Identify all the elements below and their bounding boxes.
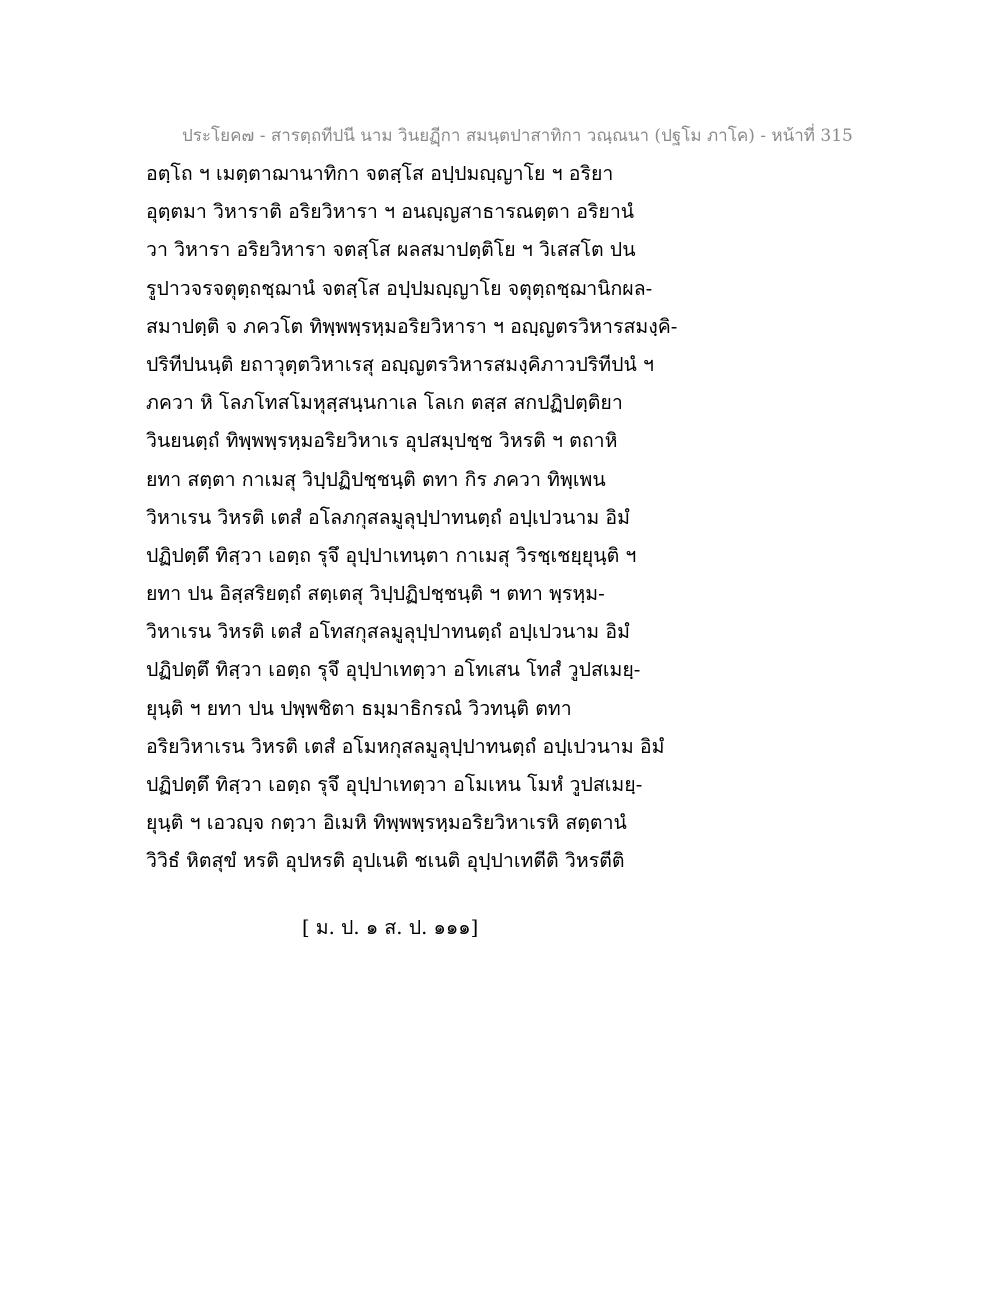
text-line: วา วิหารา อริยวิหารา จตสฺโส ผลสมาปตฺติโย ฯ วิเสสโต ปน (146, 238, 636, 262)
running-head: ประโยค๗ - สารตฺถทีปนี นาม วินยฏฺีกา สมนฺตปาสาทิกา วณฺณนา (ปฐโม ภาโค) - หน้าที่ 315 (182, 126, 853, 146)
text-line: วิหาเรน วิหรติ เตสํ อโทสกุสลมูลุปฺปาทนตฺถํ อปฺเปวนาม อิมํ (146, 620, 630, 644)
text-line: ยทา ปน อิสฺสริยตฺถํ สตฺเตสุ วิปฺปฏิปชฺชนฺติ ฯ ตทา พฺรหฺม- (146, 582, 605, 606)
body-text (146, 155, 706, 881)
text-line: ยุนฺติ ฯ เอวญฺจ กตฺวา อิเมหิ ทิพฺพพฺรหฺมอริยวิหาเรหิ สตฺตานํ (146, 811, 627, 835)
text-line: ปฏิปตฺตึ ทิสฺวา เอตฺถ รุจึ อุปฺปาเทตฺวา อโทเสน โทสํ วูปสเมยฺ- (146, 658, 641, 682)
text-line: สมาปตฺติ จ ภควโต ทิพฺพพฺรหฺมอริยวิหารา ฯ อญฺญตรวิหารสมงฺคิ- (146, 314, 678, 338)
text-line: ภควา หิ โลภโทสโมหุสฺสนฺนกาเล โลเก ตสฺส สกปฏิปตฺติยา (146, 391, 623, 415)
text-line: อุตฺตมา วิหาราติ อริยวิหารา ฯ อนญฺญสาธารณตฺตา อริยานํ (146, 200, 635, 224)
text-line: ยุนฺติ ฯ ยทา ปน ปพฺพชิตา ธมฺมาธิกรณํ วิวทนฺติ ตทา (146, 696, 572, 720)
text-line: อตฺโถ ฯ เมตฺตาฌานาทิกา จตสฺโส อปฺปมญฺญาโย ฯ อริยา (146, 162, 614, 185)
text-line: ปริทีปนนฺติ ยถาวุตฺตวิหาเรสุ อญฺญตรวิหารสมงฺคิภาวปริทีปนํ ฯ (146, 352, 654, 376)
source-reference: [ ม. ป. ๑ ส. ป. ๑๑๑] (302, 916, 479, 939)
text-line: อริยวิหาเรน วิหรติ เตสํ อโมหกุสลมูลุปฺปาทนตฺถํ อปฺเปวนาม อิมํ (146, 734, 665, 758)
text-line: วิวิธํ หิตสุขํ หรติ อุปหรติ อุปเนติ ชเนติ อุปฺปาเทตีติ วิหรตีติ (146, 849, 625, 873)
text-line: ปฏิปตฺตึ ทิสฺวา เอตฺถ รุจึ อุปฺปาเทตฺวา อโมเหน โมหํ วูปสเมยฺ- (146, 773, 643, 796)
text-line: วิหาเรน วิหรติ เตสํ อโลภกุสลมูลุปฺปาทนตฺถํ อปฺเปวนาม อิมํ (146, 505, 630, 529)
text-line: รูปาวจรจตุตฺถชฺฌานํ จตสฺโส อปฺปมญฺญาโย จตุตฺถชฺฌานิกผล- (146, 276, 653, 300)
text-line: วินยนตฺถํ ทิพฺพพฺรหฺมอริยวิหาเร อุปสมฺปชฺช วิหรติ ฯ ตถาหิ (146, 429, 618, 453)
text-line: ยทา สตฺตา กาเมสุ วิปฺปฏิปชฺชนฺติ ตทา กิร ภควา ทิพฺเพน (146, 467, 606, 491)
text-line: ปฏิปตฺตึ ทิสฺวา เอตฺถ รุจึ อุปฺปาเทนฺตา กาเมสุ วิรชฺเชยฺยุนฺติ ฯ (146, 543, 637, 567)
